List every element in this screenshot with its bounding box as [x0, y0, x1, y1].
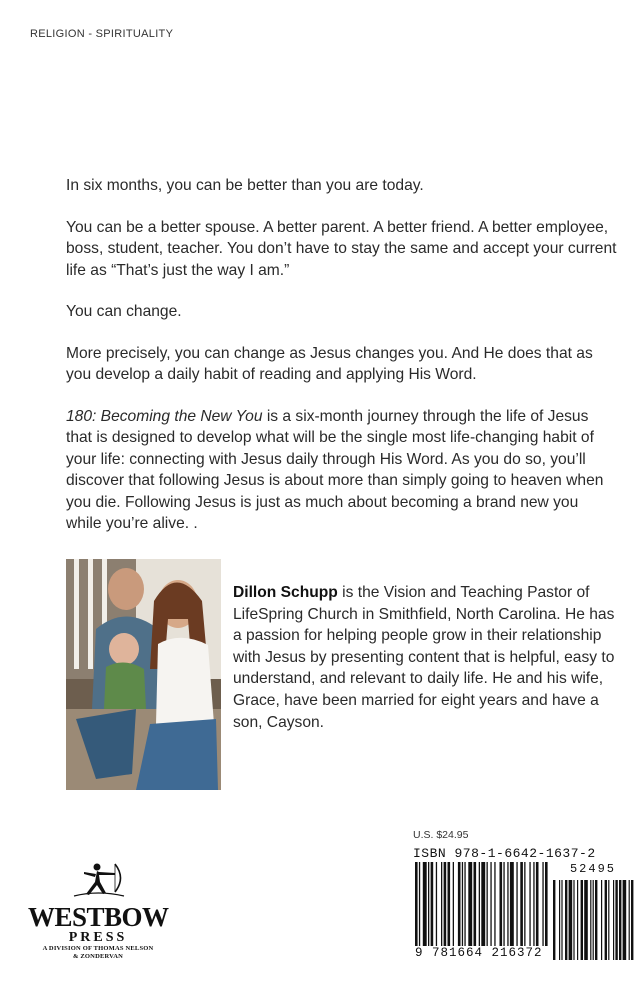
barcode-addon-bar [559, 880, 560, 960]
barcode-addon-bar [623, 880, 627, 960]
barcode-bar [423, 862, 427, 946]
barcode-bar [453, 862, 454, 946]
barcode-bar [436, 862, 437, 946]
barcode-digits: 9 781664 216372 [413, 946, 550, 960]
blurb-paragraph-5-text: is a six-month journey through the life of Jesus that is designed to develop what will be the single most life-changing habit of your life: connecting with Jesus daily through His Word. As you do so, you’ll discover that following Jesus is about more than simply going to heaven when you die. Following Jesus is just as much about becoming a brand new you while you’re alive. . [66, 407, 604, 532]
barcode-bar [415, 862, 418, 946]
barcode-bar [419, 862, 420, 946]
back-cover-blurb [66, 175, 618, 555]
publisher-brand: WESTBOW [28, 902, 169, 932]
book-title-italic: 180: Becoming the New You [66, 407, 263, 425]
barcode-bar [536, 862, 539, 946]
publisher-division-line-2: & ZONDERVAN [72, 953, 124, 960]
barcode-addon-bar [590, 880, 591, 960]
author-name: Dillon Schupp [233, 584, 338, 601]
barcode-addon-bar [581, 880, 583, 960]
blurb-paragraph-3: You can change. [66, 303, 182, 320]
barcode-addon-bar [584, 880, 588, 960]
barcode-addon-bar [619, 880, 621, 960]
blurb-paragraph-5 [66, 406, 618, 535]
category-label: RELIGION - SPIRITUALITY [30, 28, 174, 40]
barcode-addon-bar [577, 880, 578, 960]
barcode-bar [448, 862, 451, 946]
barcode-addon-bar [601, 880, 602, 960]
barcode-bar [494, 862, 495, 946]
author-bio-text: is the Vision and Teaching Pastor of LifeSpring Church in Smithfield, North Carolina. He has a passion for helping people grow in their relationship with Jesus by presenting content that is helpful, easy to understand, and relevant to daily life. He and his wife, Grace, have been married for eight years and have a son, Cayson. [233, 584, 615, 731]
barcode-bar [428, 862, 429, 946]
publisher-press: PRESS [68, 930, 128, 945]
publisher-division-line-1: A DIVISION OF THOMAS NELSON [42, 945, 154, 952]
publisher-logo [28, 860, 168, 961]
barcode-bar [533, 862, 534, 946]
barcode-addon-bar [631, 880, 633, 960]
barcode-bar [524, 862, 525, 946]
barcode-bar [510, 862, 514, 946]
barcode-addon-bar [595, 880, 597, 960]
barcode-addon-bar [608, 880, 609, 960]
barcode-bar [520, 862, 523, 946]
barcode-bar [516, 862, 517, 946]
barcode-addon-bar [553, 880, 555, 960]
barcode-bar [500, 862, 503, 946]
author-bio [233, 582, 623, 733]
barcode-addon-bar [615, 880, 617, 960]
barcode-bar [503, 862, 504, 946]
barcode-bar [529, 862, 530, 946]
barcode-addon-bar [605, 880, 607, 960]
barcode-bar [462, 862, 463, 946]
barcode-bar [458, 862, 461, 946]
isbn-label: ISBN 978-1-6642-1637-2 [413, 846, 596, 861]
price-label: U.S. $24.95 [413, 829, 469, 841]
barcode-bar [481, 862, 485, 946]
barcode-bar [507, 862, 508, 946]
blurb-paragraph-2: You can be a better spouse. A better parent. A better friend. A better employee, boss, student, teacher. You don’t have to stay the same and accept your current life as “That’s just the way I am.” [66, 218, 617, 279]
barcode-addon-digits: 52495 [569, 862, 616, 876]
blurb-paragraph-4: More precisely, you can change as Jesus changes you. And He does that as you develop a daily habit of reading and applying His Word. [66, 344, 593, 383]
barcode-addon-bar [565, 880, 567, 960]
barcode-bar [431, 862, 434, 946]
barcode-addon-bar [593, 880, 594, 960]
author-family-photo [66, 559, 221, 790]
barcode-bar [464, 862, 465, 946]
blurb-paragraph-1: In six months, you can be better than you are today. [66, 177, 424, 194]
barcode-bar [441, 862, 442, 946]
barcode-bar [444, 862, 447, 946]
barcode-bar [479, 862, 480, 946]
barcode-addon-bar [569, 880, 573, 960]
barcode-bar [542, 862, 543, 946]
barcode-addon-bar [613, 880, 614, 960]
barcode-bar [490, 862, 491, 946]
barcode-bar [474, 862, 477, 946]
archer-icon [68, 860, 128, 898]
barcode-bar [468, 862, 472, 946]
barcode-addon-bar [573, 880, 574, 960]
barcode-addon-bar [629, 880, 630, 960]
barcode-addon-bar [561, 880, 562, 960]
barcode-bar [487, 862, 488, 946]
